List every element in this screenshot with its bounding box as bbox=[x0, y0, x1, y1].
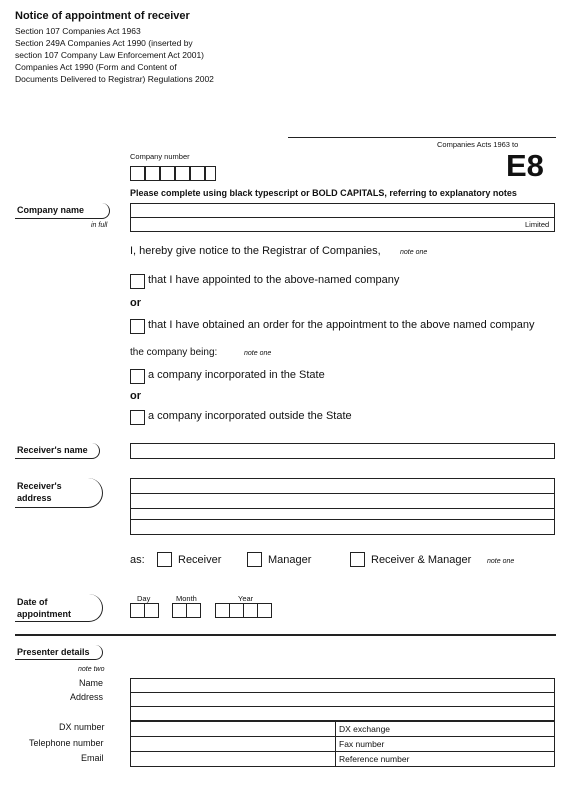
manager-role-label: Manager bbox=[268, 554, 312, 566]
outside-state-label: a company incorporated outside the State bbox=[148, 410, 352, 422]
company-number-cell[interactable] bbox=[205, 166, 216, 181]
year-cell[interactable] bbox=[257, 603, 272, 618]
date-of-appointment-label bbox=[15, 594, 103, 622]
month-cell[interactable] bbox=[186, 603, 201, 618]
in-state-checkbox[interactable] bbox=[130, 369, 145, 384]
in-full-note: in full bbox=[91, 222, 108, 229]
company-number-cell[interactable] bbox=[175, 166, 190, 181]
appointed-checkbox[interactable] bbox=[130, 274, 145, 289]
year-cell[interactable] bbox=[243, 603, 258, 618]
receiver-manager-role-label: Receiver & Manager bbox=[371, 554, 472, 566]
company-number-cell[interactable] bbox=[145, 166, 160, 181]
year-cell[interactable] bbox=[215, 603, 230, 618]
presenter-name-field[interactable] bbox=[130, 678, 555, 693]
form-code: E8 bbox=[506, 148, 544, 183]
presenter-name-label: Name bbox=[79, 678, 104, 688]
telephone-label: Telephone number bbox=[29, 738, 104, 748]
header-line: Companies Act 1990 (Form and Content of bbox=[15, 62, 177, 72]
notice-text: I, hereby give notice to the Registrar of Companies, bbox=[130, 245, 381, 257]
dx-exchange-label: DX exchange bbox=[339, 724, 391, 734]
company-name-field-1[interactable] bbox=[130, 203, 555, 218]
note-one: note one bbox=[400, 249, 428, 256]
presenter-label-text: Presenter details bbox=[17, 647, 90, 657]
section-divider bbox=[15, 634, 556, 636]
receiver-address-field-2[interactable] bbox=[130, 493, 555, 509]
manager-role-checkbox[interactable] bbox=[247, 552, 262, 567]
outside-state-checkbox[interactable] bbox=[130, 410, 145, 425]
company-being-label: the company being: bbox=[130, 347, 218, 358]
header-line: Section 107 Companies Act 1963 bbox=[15, 26, 141, 36]
presenter-details-label bbox=[15, 645, 103, 660]
company-number-cell[interactable] bbox=[130, 166, 145, 181]
day-label: Day bbox=[137, 594, 151, 603]
reference-label: Reference number bbox=[339, 754, 410, 764]
company-name-label-text: Company name bbox=[17, 205, 85, 215]
note-two: note two bbox=[78, 666, 105, 673]
company-number-cell[interactable] bbox=[190, 166, 205, 181]
receiver-name-field[interactable] bbox=[130, 443, 555, 459]
receiver-name-label bbox=[15, 443, 100, 459]
receiver-address-field-1[interactable] bbox=[130, 478, 555, 494]
month-label: Month bbox=[176, 594, 197, 603]
year-cell[interactable] bbox=[229, 603, 244, 618]
note-one: note one bbox=[487, 558, 515, 565]
day-cell[interactable] bbox=[144, 603, 159, 618]
receiver-manager-role-checkbox[interactable] bbox=[350, 552, 365, 567]
dx-number-label: DX number bbox=[59, 722, 105, 732]
receiver-address-field-4[interactable] bbox=[130, 519, 555, 535]
presenter-address-field-2[interactable] bbox=[130, 706, 555, 721]
fax-label: Fax number bbox=[339, 739, 385, 749]
year-label: Year bbox=[238, 594, 254, 603]
company-name-label bbox=[15, 203, 110, 219]
order-label: that I have obtained an order for the appointment to the above named company bbox=[148, 319, 535, 331]
month-cell[interactable] bbox=[172, 603, 187, 618]
receiver-role-label: Receiver bbox=[178, 554, 222, 566]
or-label: or bbox=[130, 297, 141, 309]
or-label: or bbox=[130, 390, 141, 402]
receiver-address-label-text: Receiver's address bbox=[17, 481, 62, 503]
presenter-address-label: Address bbox=[70, 692, 104, 702]
receiver-role-checkbox[interactable] bbox=[157, 552, 172, 567]
company-number-label: Company number bbox=[130, 152, 190, 161]
appointed-label: that I have appointed to the above-named company bbox=[148, 274, 400, 286]
limited-label: Limited bbox=[525, 220, 550, 229]
telephone-field[interactable] bbox=[130, 736, 336, 752]
date-label-text: Date of appointment bbox=[17, 597, 71, 619]
acts-label: Companies Acts 1963 to bbox=[437, 140, 519, 149]
presenter-address-field-1[interactable] bbox=[130, 692, 555, 707]
receiver-address-label bbox=[15, 478, 103, 508]
email-label: Email bbox=[81, 753, 104, 763]
header-line: Section 249A Companies Act 1990 (inserted by bbox=[15, 38, 193, 48]
order-checkbox[interactable] bbox=[130, 319, 145, 334]
email-field[interactable] bbox=[130, 751, 336, 767]
top-rule bbox=[288, 137, 556, 138]
company-name-field-2[interactable] bbox=[130, 217, 555, 232]
instructions: Please complete using black typescript or BOLD CAPITALS, referring to explanatory notes bbox=[130, 188, 517, 198]
in-state-label: a company incorporated in the State bbox=[148, 369, 325, 381]
dx-number-field[interactable] bbox=[130, 721, 336, 737]
receiver-name-label-text: Receiver's name bbox=[17, 445, 88, 455]
as-label: as: bbox=[130, 554, 145, 566]
form-title: Notice of appointment of receiver bbox=[15, 10, 190, 22]
header-line: Documents Delivered to Registrar) Regulations 2002 bbox=[15, 74, 214, 84]
note-one: note one bbox=[244, 350, 272, 357]
day-cell[interactable] bbox=[130, 603, 145, 618]
company-number-cell[interactable] bbox=[160, 166, 175, 181]
header-line: section 107 Company Law Enforcement Act 2001) bbox=[15, 50, 204, 60]
